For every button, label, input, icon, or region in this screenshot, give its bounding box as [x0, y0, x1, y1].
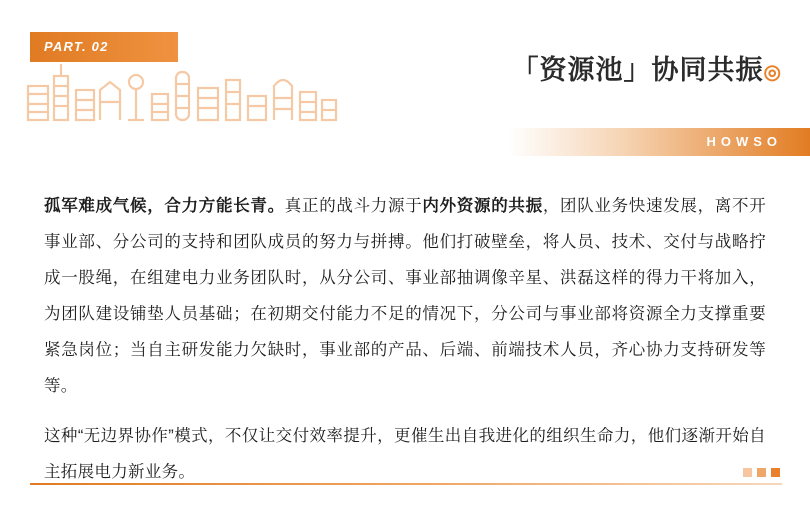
- title-dot-icon: ◎: [763, 61, 782, 84]
- city-skyline-icon: [24, 60, 344, 122]
- paragraph-2: [44, 418, 766, 490]
- page-title: [512, 48, 782, 87]
- part-badge: [30, 32, 178, 62]
- brand-label: HOWSO: [706, 134, 782, 149]
- footer-dot-1: [743, 468, 752, 477]
- part-badge-label: PART. 02: [44, 39, 109, 54]
- paragraph-1: [44, 188, 766, 404]
- brand-bar: [508, 128, 810, 156]
- footer-divider: [30, 483, 782, 485]
- paragraph-1-text: 孤军难成气候，合力方能长青。真正的战斗力源于内外资源的共振，团队业务快速发展，离不开事业部、分公司的支持和团队成员的努力与拼搏。他们打破壁垒，将人员、技术、交付与战略拧成一股绳，在组建电力业务团队时，从分公司、事业部抽调像辛星、洪磊这样的得力干将加入，为团队建设铺垫人员基础；在初期交付能力不足的情况下，分公司与事业部将资源全力支撑重要紧急岗位；当自主研发能力欠缺时，事业部的产品、后端、前端技术人员，齐心协力支持研发等等。: [44, 197, 767, 395]
- paragraph-2-text: 这种“无边界协作”模式，不仅让交付效率提升，更催生出自我进化的组织生命力，他们逐渐开始自主拓展电力新业务。: [44, 427, 766, 481]
- footer-dot-2: [757, 468, 766, 477]
- page-title-text: 「资源池」协同共振: [511, 55, 764, 85]
- footer-dots: [743, 468, 780, 477]
- slide-header: [0, 0, 810, 168]
- footer-dot-3: [771, 468, 780, 477]
- body-content: [44, 188, 766, 504]
